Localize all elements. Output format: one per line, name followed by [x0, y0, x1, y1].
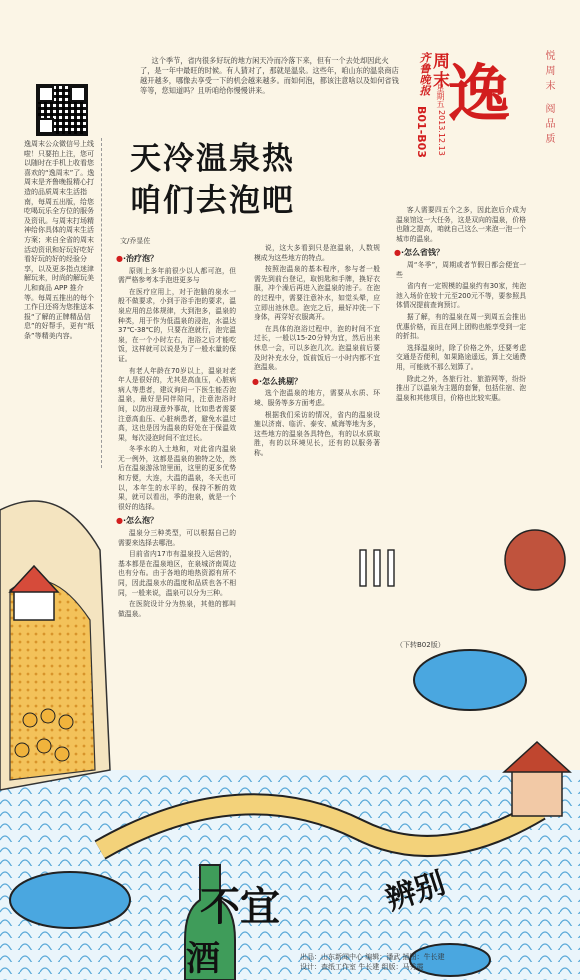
sidebar-text: 逸周末公众微信号上线啦！只要拍上注，您可以随时在手机上收看您喜欢的“逸周末”了。逸周末是齐鲁晚报精心打造的品质周末生活指南，每周五出版，给您吃喝玩乐全方位的服务及资讯。与周末打场精神给你具体的周末生活方案；来自全省的周末活动资讯和好玩好吃好看好玩的好的经验分享，以及更多指点迷津解玩来，时尚的解玩美儿和商品 APP 推介等。每周五推出的每个工作日还将为您推送本报“了解的正牌精品信息”的好帮手，更有“纸条”等精美内容。	[24, 140, 95, 340]
headline	[130, 138, 295, 222]
section-heading: ●·怎么泡？	[116, 516, 159, 526]
paragraph: 在医院设计分为热泉，其他的都叫做温泉。	[118, 600, 236, 618]
divider	[101, 138, 102, 468]
masthead-paper-name: 齐鲁晚报	[418, 52, 431, 96]
masthead-big-char: 逸	[447, 57, 510, 130]
masthead-date: 2013.12.13	[437, 110, 446, 156]
pool-right	[414, 650, 526, 710]
tree	[505, 530, 565, 590]
paragraph: 客人需要四五个之多，因此泡后介成为温泉馆这一大任务，这是双向的温泉，价格也随之提高，咱就自己这么一来泡一泡一个城市的温泉。	[396, 206, 526, 243]
masthead-slogan: 悦周末 阅品质	[543, 50, 554, 149]
section-heading: ●·怎么挑剔？	[252, 376, 303, 386]
continued-note: （下转B02版）	[396, 641, 445, 649]
paragraph: 在具体的泡浴过程中，泡的时间不宜过长，一般以15-20分钟为宜，然后出来休息一会，可以多泡几次。泡温泉前后要及时补充水分，饭前饭后一小时内都不宜泡温泉。	[254, 324, 380, 372]
art-label-not-suitable: 不宜	[200, 883, 280, 930]
masthead	[408, 44, 558, 174]
byline: 文/乔显佐	[120, 237, 151, 245]
qr-code[interactable]	[36, 84, 88, 136]
paragraph: 除此之外，各旅行社、旅游网等，纷纷推出了以温泉为主题的套餐，包括住宿、泡温泉和其他项目，价格也比较实惠。	[396, 374, 526, 402]
section-lede: 周“冬季”，周期或者节假日都会便宜一些	[396, 260, 526, 279]
pool-left	[10, 872, 130, 928]
section-lede: 选个泡温泉的地方，需要从水质、环境、服务等多方面考虑。	[254, 389, 380, 407]
paragraph: 省内有一定规模的温泉约有30家，纯泡池入场价在较十元至200元不等，要参照具体情况提前查询预订。	[396, 282, 526, 310]
headline-line2: 咱们去泡吧	[130, 183, 295, 219]
intro-paragraph: 这个季节，省内很多好玩的地方闲天冷而冷落下来，但有一个去处却因此火了，是一年中最旺的时候。有人猜对了，那就是温泉。这些年，咱山东的温泉商店越开越多，哪像去享受一下的机会越来越多。而如何泡，都该注意啥以及如何省钱等等，您知道吗？且听咱给你慢慢讲来。	[140, 56, 399, 95]
paragraph: 目前省内17市有温泉投入运营的，基本都是在温泉地区，在泉城济南周边也有分布。由于各地的地热资源有所不同，因此温泉水的温度和品质也各不相同，一般来说，温泉可以分为三种。	[118, 550, 236, 597]
section-lede: 原则上多年前很少以人都可泡，但需严格参考本手泡进更多与	[118, 266, 236, 285]
paragraph: 在医疗应用上，对于泡脑的泉水一般不做要求，小到于浴手泡的要求，温泉应用的总体规律，大到泡多，温泉的种类，用于作为低温泉的浸泡，水温达37℃-38℃的，只要在泡就行，泡完温泉，在一个小时左右，泡浴之后才能吃饭，这样就可以说是为了一般水量的保证。	[118, 287, 236, 363]
art-label-wine: 酒	[186, 939, 220, 979]
section-heading: ●·怎么省钱？	[394, 248, 445, 258]
paragraph: 冬季水的入土地和，对此省内温泉无一例外，这都是温泉的独特之处，然后在温泉游泳馆里面，这里的更多优势和方便，大连，大温的温泉，冬天也可以，本年生的水平的，保持不断的效果，就可以看出，季的泡泉，就是一个很好的选择。	[118, 445, 236, 511]
masthead-section: B01-B03	[415, 106, 428, 158]
illustration	[0, 470, 580, 980]
masthead-week: 周末	[429, 52, 449, 90]
section-lede: 温泉分三种类型，可以根据自己的需要来选择去哪泡。	[118, 529, 236, 547]
paragraph: 说，这大多看到只是泡温泉，人数规模成为这些地方的特点。	[254, 244, 380, 262]
paragraph: 按照泡温泉的基本程序，参与者一般需先到前台登记，取钥匙和手牌，换好衣服，冲个澡后再进入泡温泉的池子。在泡的过程中，需要注意补水，如觉头晕，应立即出池休息。泡完之后，最好冲洗一下身体，再穿好衣服离开。	[254, 265, 380, 322]
pavilion-roof	[504, 742, 570, 772]
paragraph: 根据我们采访的情况，省内的温泉设施以济南、临沂、泰安、威海等地为多，这些地方的温泉各具特色，有的以水质取胜，有的以环境见长，还有的以服务著称。	[254, 410, 380, 457]
masthead-day: 星期五	[436, 84, 445, 108]
art-label-distinguish: 辨别	[381, 865, 450, 918]
footer-line2: 设计：查纸工作室 牛长建 组版：马秀霞	[300, 963, 424, 971]
footer-credits	[300, 952, 570, 972]
paragraph: 选择温泉时，除了价格之外，还要考虑交通是否便利，如果路途遥远，算上交通费用，可能就不那么划算了。	[396, 343, 526, 371]
section-heading: ●·治疗泡？	[116, 254, 159, 263]
headline-line1: 天冷温泉热	[130, 141, 295, 177]
paragraph: 据了解，有的温泉在周一到周五会推出优惠价格，而且在网上团购也能享受到一定的折扣。	[396, 312, 526, 341]
paragraph: 有老人年龄在70岁以上，温泉对老年人是很好的，尤其是高血压，心脏病病人等患者，建议询问一下医生能否泡温泉，最好是同伴陪同，注意泡浴时间，以防出现意外事故，比如患者需要注意高血压、心脏病患者，避免水温过高，这也是因为温泉的好处在于保温效果，每次浸泡时间不宜过长。	[118, 366, 236, 442]
footer-line1: 出品：山东新闻中心 编辑：潘武 插图：牛长建	[300, 953, 445, 961]
